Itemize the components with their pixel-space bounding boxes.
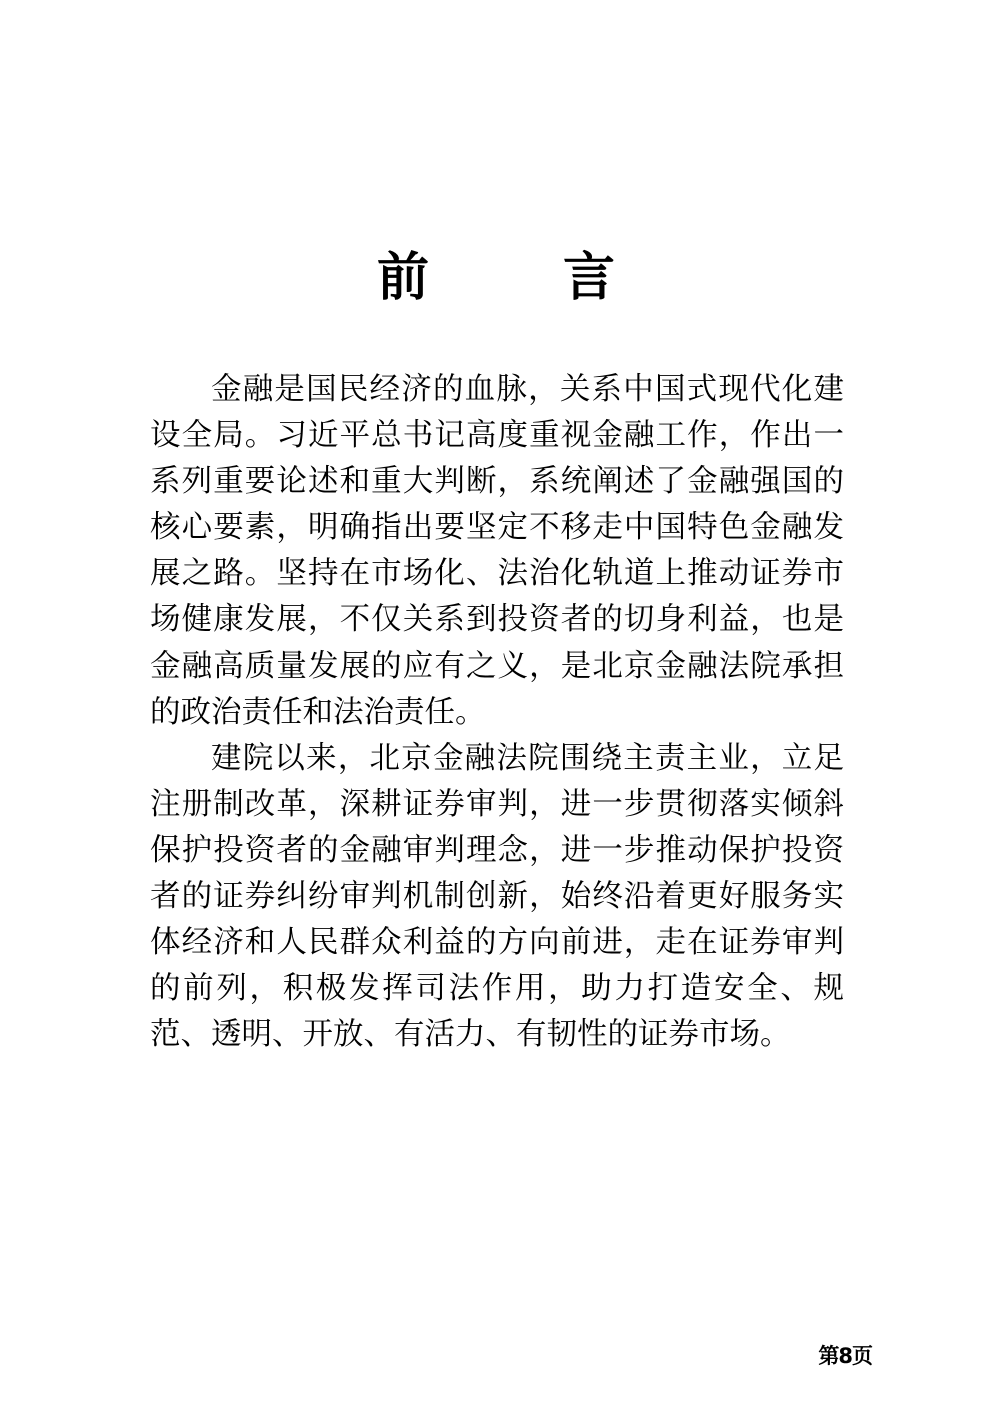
paragraph-2: 建院以来，北京金融法院围绕主责主业，立足注册制改革，深耕证券审判，进一步贯彻落实倾斜保护投资者的金融审判理念，进一步推动保护投资者的证券纠纷审判机制创新，始终沿着更好服务实体经济和人民群众利益的方向前进，走在证券审判的前列，积极发挥司法作用，助力打造安全、规范、透明、开放、有活力、有韧性的证券市场。	[150, 740, 844, 1053]
preface-body	[150, 367, 844, 1058]
page-title: 前 言	[376, 247, 674, 308]
page-number: 第8页	[818, 1344, 872, 1368]
paragraph-1: 金融是国民经济的血脉，关系中国式现代化建设全局。习近平总书记高度重视金融工作，作出一系列重要论述和重大判断，系统阐述了金融强国的核心要素，明确指出要坚定不移走中国特色金融发展之路。坚持在市场化、法治化轨道上推动证券市场健康发展，不仅关系到投资者的切身利益，也是金融高质量发展的应有之义，是北京金融法院承担的政治责任和法治责任。	[150, 372, 844, 730]
